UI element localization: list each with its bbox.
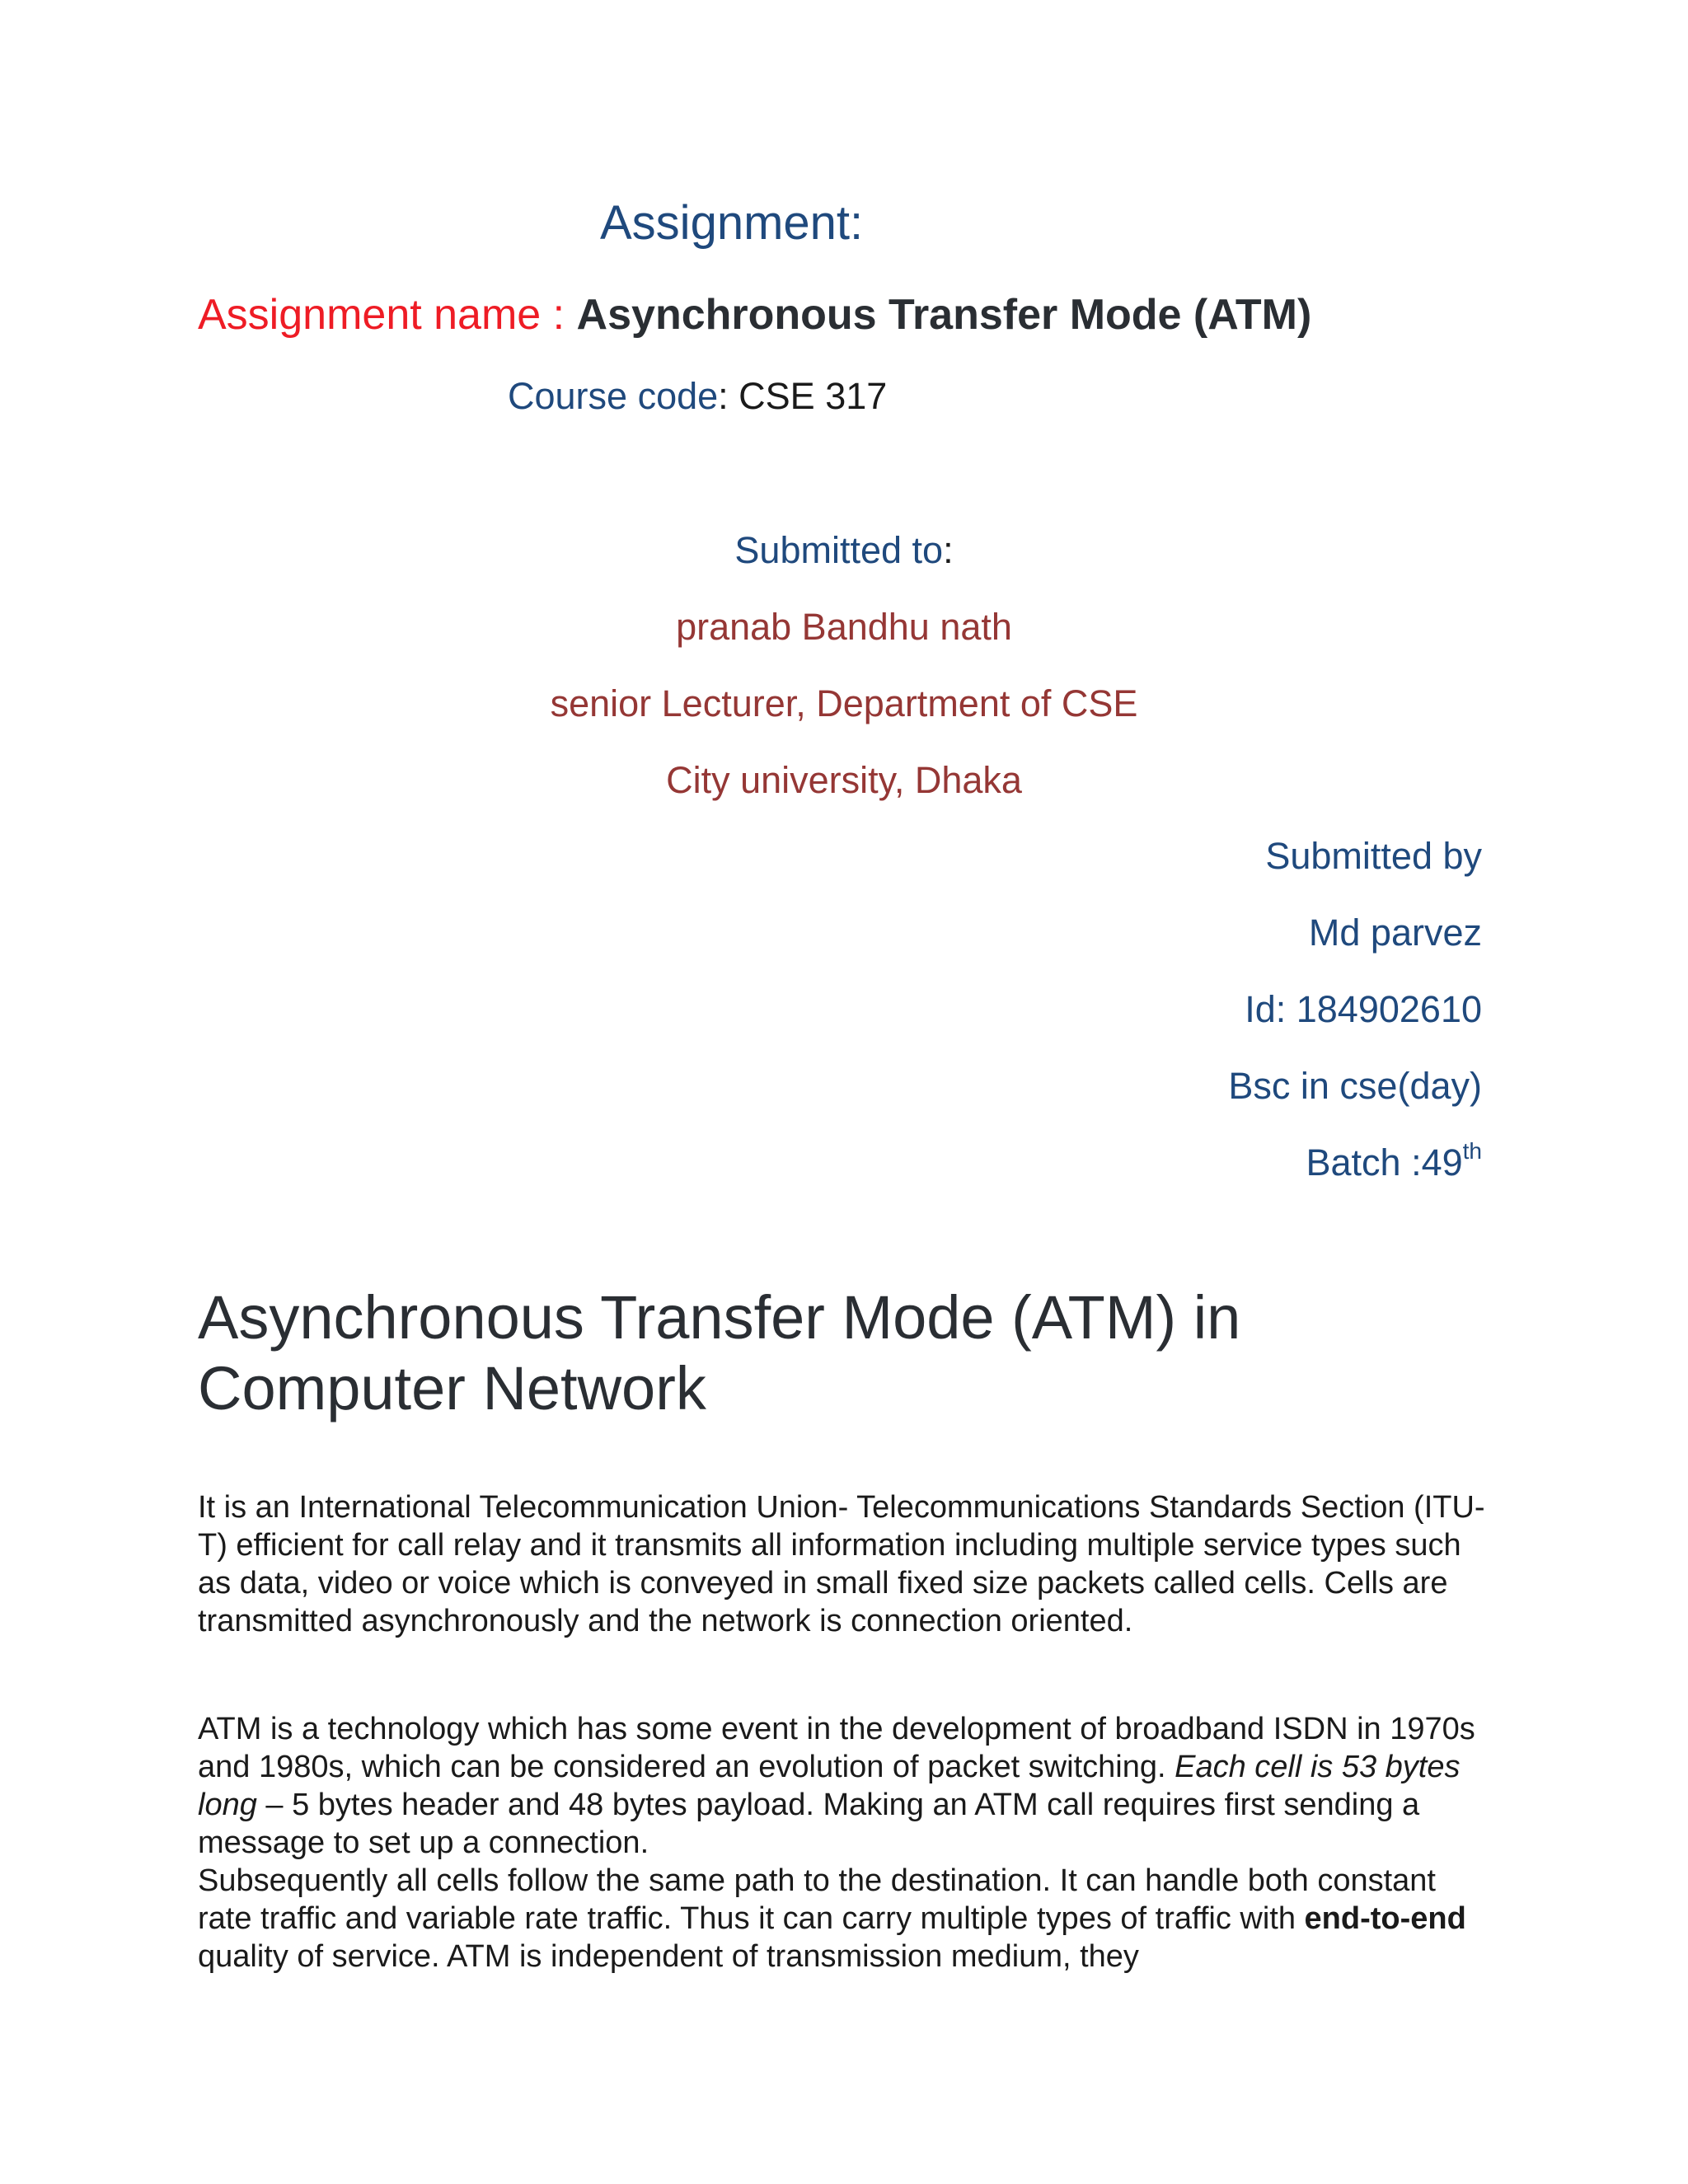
paragraph-3-text-a: Subsequently all cells follow the same path to the destination. It can handle both constant rate traffic and variable rate traffic. Thus it can carry multiple types of traffic with — [198, 1863, 1436, 1936]
supervisor-name: pranab Bandhu nath — [676, 606, 1012, 648]
supervisor-role: senior Lecturer, Department of CSE — [550, 682, 1138, 724]
course-code-line — [508, 377, 887, 415]
assignment-name-line — [198, 291, 1312, 339]
submitted-to-line — [0, 529, 1688, 571]
paragraph-2-text-a: ATM is a technology which has some event in the development of broadband ISDN in 1970s and 1980s, which can be considered an evolution of packet switching. — [198, 1712, 1475, 1784]
paragraph-2-italic: Each cell is 53 bytes long — [198, 1750, 1461, 1822]
submitted-by-label: Submitted by — [1265, 835, 1482, 877]
batch-label: Batch :49 — [1306, 1141, 1463, 1183]
paragraph-2-text-b: – 5 bytes header and 48 bytes payload. Making an ATM call requires first sending a message to set up a connection. — [198, 1788, 1420, 1860]
article-heading: Asynchronous Transfer Mode (ATM) in Computer Network — [198, 1283, 1241, 1422]
article-paragraph-3 — [198, 1862, 1492, 1975]
student-name: Md parvez — [1308, 912, 1482, 954]
submitted-to-label: Submitted to — [734, 529, 944, 571]
student-batch — [1306, 1138, 1483, 1183]
course-code-value: CSE 317 — [738, 375, 888, 417]
student-program: Bsc in cse(day) — [1228, 1065, 1482, 1107]
supervisor-university: City university, Dhaka — [666, 759, 1022, 801]
assignment-title: Assignment: — [600, 196, 864, 250]
assignment-name-value: Asynchronous Transfer Mode (ATM) — [576, 291, 1312, 339]
course-code-label: Course code — [508, 375, 719, 417]
course-code-colon: : — [718, 375, 739, 417]
assignment-name-label: Assignment name : — [198, 291, 577, 339]
paragraph-3-bold: end-to-end — [1304, 1901, 1466, 1936]
submitted-to-colon: : — [943, 529, 954, 571]
paragraph-3-text-b: quality of service. ATM is independent of transmission medium, they — [198, 1939, 1139, 1974]
batch-suffix: th — [1462, 1138, 1482, 1164]
article-paragraph-1: It is an International Telecommunication Union- Telecommunications Standards Section (ITU-T) efficient for call relay and it transmits all information including multiple service types such as data, video or voice which is conveyed in small fixed size packets called cells. Cells are transmitted asynchronously and the network is connection oriented. — [198, 1490, 1485, 1638]
student-id: Id: 184902610 — [1245, 988, 1482, 1030]
article-paragraph-2 — [198, 1710, 1492, 1862]
